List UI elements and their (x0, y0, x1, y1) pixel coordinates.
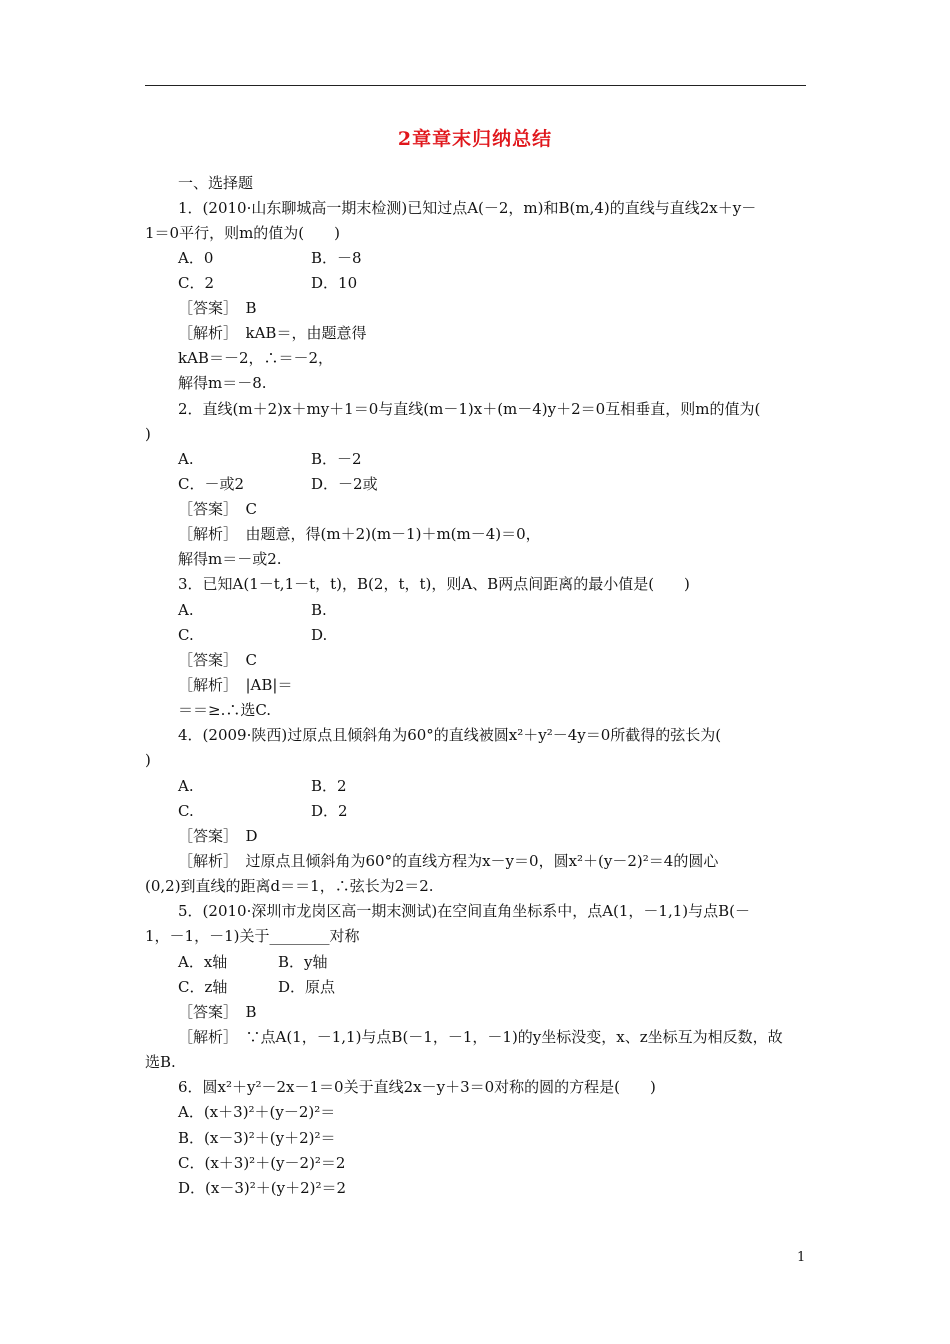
q5-option-a: A．x轴 (178, 953, 228, 971)
q4-option-c: C. (178, 802, 194, 820)
q4-line-1: 4．(2009·陕西)过原点且倾斜角为60°的直线被圆x²＋y²－4y＝0所截得的弦长为( (178, 726, 722, 744)
header-rule (145, 85, 806, 86)
q3-analysis-1: ［解析］ |AB|＝ (178, 676, 293, 694)
q3-option-d: D. (311, 626, 328, 644)
q1-option-d: D．10 (311, 274, 358, 292)
q4-analysis-1: ［解析］ 过原点且倾斜角为60°的直线方程为x－y＝0，圆x²＋(y－2)²＝4的圆心 (178, 852, 719, 870)
q6-option-c: C．(x＋3)²＋(y－2)²＝2 (178, 1154, 346, 1172)
q3-option-a: A. (178, 601, 194, 619)
q4-analysis-2: (0,2)到直线的距离d＝＝1，∴弦长为2＝2. (145, 877, 434, 895)
q6-line-1: 6．圆x²＋y²－2x－1＝0关于直线2x－y＋3＝0对称的圆的方程是( ) (178, 1078, 656, 1096)
q2-answer: ［答案］ C (178, 500, 257, 518)
q6-option-d: D．(x－3)²＋(y＋2)²＝2 (178, 1179, 347, 1197)
q1-option-b: B．－8 (311, 249, 362, 267)
q2-line-1: 2．直线(m＋2)x＋my＋1＝0与直线(m－1)x＋(m－4)y＋2＝0互相垂直，则m的值为( (178, 400, 761, 418)
q3-line-1: 3．已知A(1－t,1－t，t)，B(2，t，t)，则A、B两点间距离的最小值是( ) (178, 575, 690, 593)
q5-line-2: 1，－1，－1)关于________对称 (145, 927, 360, 945)
q1-option-a: A．0 (178, 249, 214, 267)
page-number: 1 (797, 1250, 806, 1265)
q1-analysis-3: 解得m＝－8. (178, 374, 267, 392)
q5-option-b: B．y轴 (278, 953, 328, 971)
q5-line-1: 5．(2010·深圳市龙岗区高一期末测试)在空间直角坐标系中，点A(1，－1,1)与点B(－ (178, 902, 751, 920)
q5-option-c: C．z轴 (178, 978, 228, 996)
q1-line-2: 1＝0平行，则m的值为( ) (145, 224, 341, 242)
q2-option-a: A. (178, 450, 194, 468)
q5-option-d: D．原点 (278, 978, 336, 996)
q2-option-b: B．－2 (311, 450, 362, 468)
section-heading: 一、选择题 (178, 174, 254, 192)
q6-option-b: B．(x－3)²＋(y＋2)²＝ (178, 1129, 336, 1147)
q4-option-a: A. (178, 777, 194, 795)
q3-answer: ［答案］ C (178, 651, 257, 669)
q2-analysis-2: 解得m＝－或2. (178, 550, 282, 568)
q3-analysis-2: ＝＝≥.∴选C. (178, 701, 272, 719)
page-title: 2章章末归纳总结 (397, 128, 553, 150)
q1-option-c: C．2 (178, 274, 215, 292)
q4-option-b: B．2 (311, 777, 347, 795)
q1-answer: ［答案］ B (178, 299, 257, 317)
q2-analysis-1: ［解析］ 由题意，得(m＋2)(m－1)＋m(m－4)＝0， (178, 525, 541, 543)
q3-option-b: B. (311, 601, 327, 619)
q2-line-2: ) (145, 425, 151, 443)
q5-analysis-2: 选B. (145, 1053, 176, 1071)
q4-option-d: D．2 (311, 802, 348, 820)
q4-answer: ［答案］ D (178, 827, 258, 845)
q6-option-a: A．(x＋3)²＋(y－2)²＝ (178, 1103, 336, 1121)
q1-line-1: 1．(2010·山东聊城高一期末检测)已知过点A(－2，m)和B(m,4)的直线与直线2x＋y－ (178, 199, 757, 217)
q1-analysis-2: kAB＝－2，∴＝－2， (178, 349, 334, 367)
q5-answer: ［答案］ B (178, 1003, 257, 1021)
q2-option-d: D．－2或 (311, 475, 378, 493)
q5-analysis-1: ［解析］ ∵点A(1，－1,1)与点B(－1，－1，－1)的y坐标没变，x、z坐标互为相反数，故 (178, 1028, 783, 1046)
q2-option-c: C．－或2 (178, 475, 245, 493)
q1-analysis-1: ［解析］ kAB＝，由题意得 (178, 324, 367, 342)
q3-option-c: C. (178, 626, 194, 644)
q4-line-2: ) (145, 751, 151, 769)
